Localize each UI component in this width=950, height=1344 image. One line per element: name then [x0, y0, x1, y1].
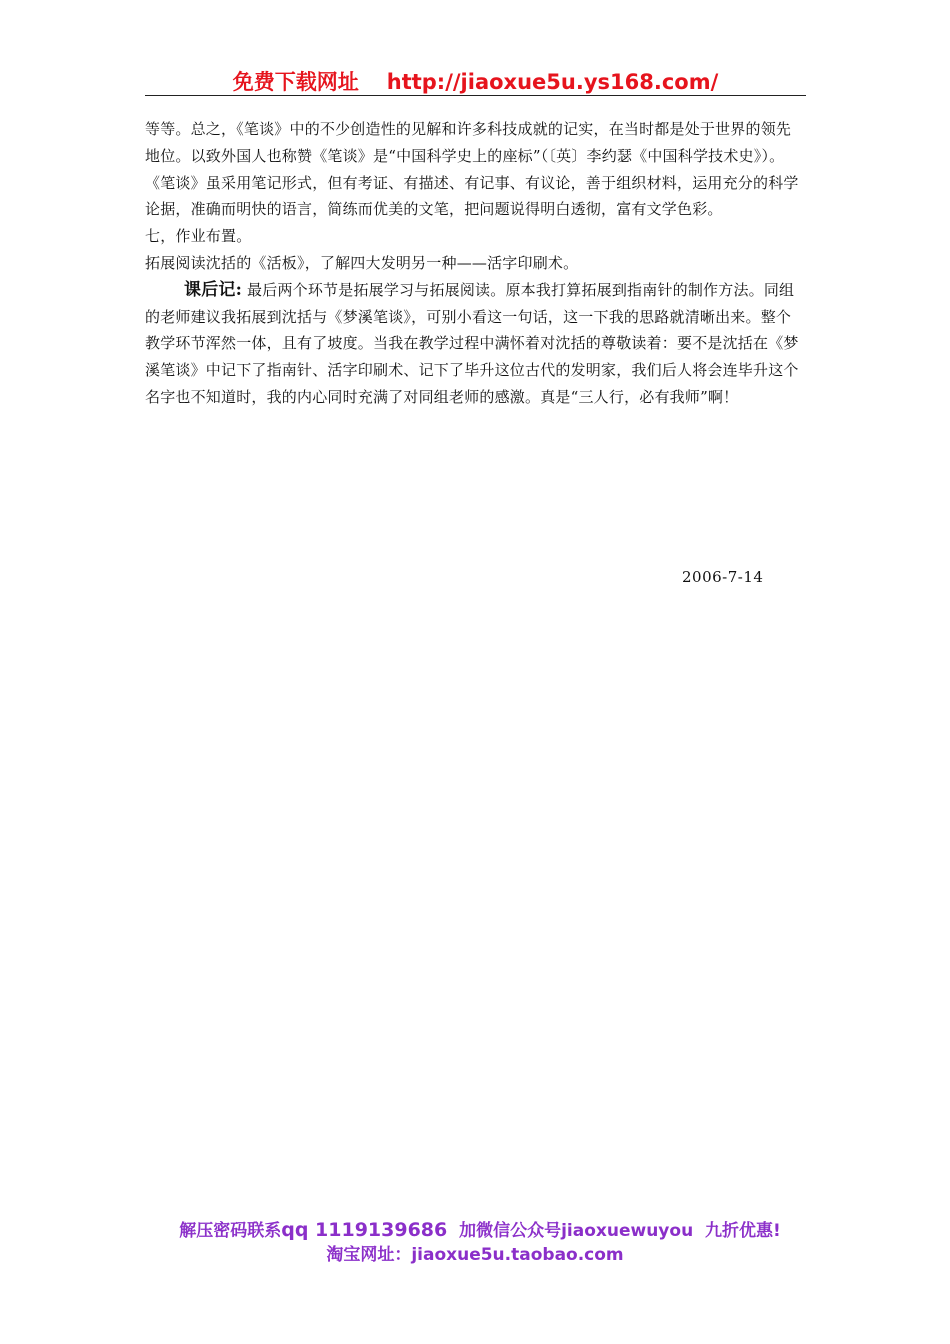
footer-line-contact — [0, 1218, 950, 1243]
page-header — [145, 66, 806, 96]
conclusion-paragraph: 等等。总之，《笔谈》中的不少创造性的见解和许多科技成就的记实，在当时都是处于世界的领先地位。以致外国人也称赞《笔谈》是“中国科学史上的座标”（〔英〕李约瑟《中国科学技术史》）。《笔谈》虽采用笔记形式，但有考证、有描述、有记事、有议论，善于组织材料，运用充分的科学论据，准确而明快的语言，简练而优美的文笔，把问题说得明白透彻，富有文学色彩。 — [145, 120, 799, 219]
document-date: 2006-7-14 — [682, 568, 764, 586]
footer-taobao-link[interactable]: jiaoxue5u.taobao.com — [411, 1245, 624, 1265]
section-heading-homework: 七，作业布置。 — [145, 227, 252, 246]
header-label: 免费下载网址 — [232, 70, 359, 94]
footer-password-label: 解压密码联系 — [179, 1221, 282, 1241]
after-class-notes — [145, 277, 806, 411]
footer-taobao-label: 淘宝网址： — [326, 1245, 412, 1265]
header-divider — [145, 95, 806, 96]
after-class-text: 最后两个环节是拓展学习与拓展阅读。原本我打算拓展到指南针的制作方法。同组的老师建议我拓展到沈括与《梦溪笔谈》，可别小看这一句话，这一下我的思路就清晰出来。整个教学环节浑然一体，且有了坡度。当我在教学过程中满怀着对沈括的尊敬读着：要不是沈括在《梦溪笔谈》中记下了指南针、活字印刷术、记下了毕升这位古代的发明家，我们后人将会连毕升这个名字也不知道时，我的内心同时充满了对同组老师的感激。真是“三人行，必有我师”啊！ — [145, 280, 799, 406]
footer-wechat-account: jiaoxuewuyou — [561, 1221, 694, 1241]
header-url-link[interactable]: http://jiaoxue5u.ys168.com/ — [386, 70, 719, 94]
document-body — [145, 116, 806, 411]
homework-text: 拓展阅读沈括的《活板》，了解四大发明另一种——活字印刷术。 — [145, 253, 579, 272]
footer-discount: 九折优惠! — [705, 1221, 781, 1241]
page-footer — [0, 1218, 950, 1267]
footer-qq: qq 1119139686 — [281, 1219, 448, 1241]
footer-wechat-label: 加微信公众号 — [459, 1221, 562, 1241]
after-class-label: 课后记: — [184, 279, 243, 300]
footer-line-taobao — [0, 1243, 950, 1267]
